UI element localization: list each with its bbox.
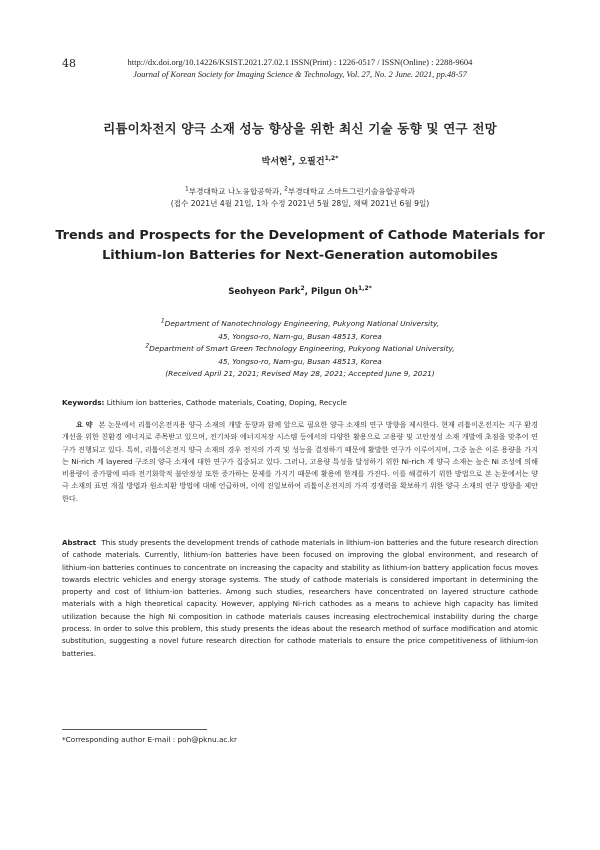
affil-2-dept: 부경대학교 스마트그린기술융합공학과 [287,187,416,196]
affil-1-dept: 부경대학교 나노융합공학과, [188,187,285,196]
korean-authors [0,154,600,167]
author-separator: , [291,157,299,167]
affil-1-dept-en-line [0,318,600,331]
korean-title: 리튬이차전지 양극 소재 성능 향상을 위한 최신 기술 동향 및 연구 전망 [103,121,497,136]
affil-1-address-en: 45, Yongso-ro, Nam-gu, Busan 48513, Korea [218,331,382,341]
corresponding-author-footnote: *Corresponding author E-mail : poh@pknu.ac.kr [62,735,237,744]
affil-1-mark-en: 1 [160,317,165,325]
english-title-line-2: Lithium-Ion Batteries for Next-Generation automobiles [102,248,498,263]
english-dates: (Received April 21, 2021; Revised May 28, 2021; Accepted June 9, 2021) [165,369,435,378]
keywords-text: Lithium ion batteries, Cathode materials, Coating, Doping, Recycle [104,398,347,407]
english-authors [0,287,600,297]
author-2-affil-mark: 1,2* [324,155,339,162]
footnote-divider [62,729,207,730]
english-title-line-1: Trends and Prospects for the Development of Cathode Materials for [55,228,545,243]
english-abstract-text: This study presents the development trends of cathode materials in lithium-ion batteries and the future research direction of cathode materials. Currently, lithium-ion batteries have been focused on improving the global environment, and research of lithium-ion batteries continues to concentrate on increasing the capacity and stability as lithium-ion battery application focus moves towards electric vehicles and energy storage systems. The study of cathode materials is considered important in determining the property and cost of lithium-ion batteries. Among such studies, researchers have concentrated on layered structure cathode materials with a high theoretical capacity. However, applying Ni-rich cathodes as a means to achieve high capacity has limited utilization because the high Ni composition in cathode materials causes increasing electrochemical instability during the charge process. In order to solve this problem, this study presents the ideas about the research method of surface modification and atomic substitution, suggesting a novel future research direction for cathode materials to ensure the price competitiveness of lithium-ion batteries. [62,538,538,658]
journal-citation-line: Journal of Korean Society for Imaging Science & Technology, Vol. 27, No. 2 June. 2021, pp.48-57 [133,69,467,79]
affil-2-dept-en-line [0,343,600,356]
keywords [62,398,542,407]
author-1-affil-mark-en: 2 [300,285,305,293]
author-1-name: 박서현 [261,157,288,167]
korean-affiliation-line [0,186,600,198]
affil-1-dept-en: Department of Nanotechnology Engineering, Pukyong National University, [164,319,440,328]
author-2-name: 오필건 [298,157,325,167]
affil-2-mark-en: 2 [145,342,150,350]
english-abstract [62,537,538,660]
author-1-affil-mark: 2 [287,155,292,162]
english-abstract-label: Abstract [62,538,97,547]
korean-abstract-label: 요 약 [76,420,93,429]
affil-2-address-en: 45, Yongso-ro, Nam-gu, Busan 48513, Korea [218,356,382,366]
korean-abstract [62,419,538,505]
korean-affiliations [0,186,600,210]
english-title [0,226,600,266]
doi-issn-line: http://dx.doi.org/10.14226/KSIST.2021.27.02.1 ISSN(Print) : 1226-0517 / ISSN(Online) : 2288-9604 [127,57,473,67]
author-2-affil-mark-en: 1,2* [357,285,372,293]
affil-1-mark: 1 [184,185,189,193]
author-2-name-en: Pilgun Oh [310,287,358,297]
affil-2-dept-en: Department of Smart Green Technology Engineering, Pukyong National University, [149,344,455,353]
author-separator-en: , [304,287,311,297]
journal-header [0,56,600,80]
keywords-label: Keywords: [62,398,105,407]
korean-dates: (접수 2021년 4월 21일, 1차 수정 2021년 5월 28일, 채택 2021년 6월 9일) [170,199,430,208]
korean-abstract-text: 본 논문에서 리튬이온전지용 양극 소재의 개발 동향과 함께 앞으로 필요한 양극 소재의 연구 방향을 제시한다. 현재 리튬이온전지는 지구 환경 개선을 위한 친환경 에너지로 주목받고 있으며, 전기차와 에너지저장 시스템 등에서의 다양한 활용으로 고용량 및 고안정성 소재 개발에 초점을 맞추어 연구가 진행되고 있다. 특히, 리튬이온전지 양극 소재의 경우 전지의 가격 및 성능을 결정하기 때문에 활발한 연구가 이루어지며, 그중 높은 이론 용량을 가지는 Ni-rich 계 layered 구조의 양극 소재에 대한 연구가 집중되고 있다. 그러나, 고용량 특성을 달성하기 위한 Ni-rich 계 양극 소재는 높은 Ni 조성에 의해 비용량이 증가함에 따라 전기화학적 불안정성 또한 증가하는 문제를 가지기 때문에 활용에 한계를 가진다. 이를 해결하기 위한 방법으로 본 논문에서는 양극 소재의 표면 개질 방법과 원소치환 방법에 대해 언급하며, 이에 진일보하여 리튬이온전지의 가격 경쟁력을 확보하기 위한 양극 소재의 연구 방향을 제안한다. [62,420,538,503]
english-affiliations [0,318,600,381]
author-1-name-en: Seohyeon Park [228,287,301,297]
page-number: 48 [62,57,76,70]
affil-2-mark: 2 [284,185,288,193]
